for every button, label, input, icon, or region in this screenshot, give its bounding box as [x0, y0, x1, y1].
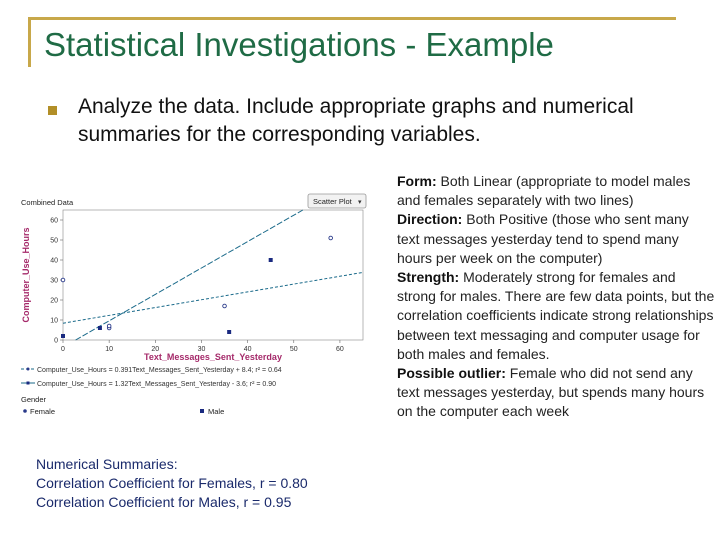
y-tick-label: 10 [50, 317, 58, 325]
legend-female-icon [23, 409, 27, 413]
outlier-paragraph [397, 364, 715, 422]
summaries-heading: Numerical Summaries: [36, 456, 178, 472]
female-correlation: Correlation Coefficient for Females, r = 0.80 [36, 475, 308, 491]
x-tick-label: 10 [105, 346, 114, 353]
point-male [227, 330, 231, 334]
y-tick-label: 40 [50, 257, 58, 265]
y-tick-label: 60 [50, 217, 58, 225]
legend-title: Gender [21, 395, 47, 404]
plot-area [63, 210, 363, 340]
plot-type-menu-label: Scatter Plot [313, 197, 352, 206]
y-axis-label: Computer_Use_Hours [21, 227, 31, 323]
y-tick-label: 30 [50, 277, 58, 285]
bullet-text: Analyze the data. Include appropriate graphs and numerical summaries for the corresponding variables. [78, 95, 634, 146]
form-text: Both Linear (appropriate to model males and females separately with two lines) [397, 173, 691, 209]
plot-type-menu[interactable] [308, 194, 366, 208]
point-female [329, 236, 333, 240]
analysis-text [397, 172, 715, 422]
point-female [61, 278, 65, 282]
frame-top-line [28, 17, 676, 20]
panel-title: Combined Data [21, 198, 74, 207]
strength-label: Strength: [397, 269, 460, 286]
point-male [269, 258, 273, 262]
direction-text: Both Positive (those who sent many text messages yesterday tend to spend many hours per week on the computer) [397, 211, 689, 266]
numerical-summaries [36, 455, 308, 512]
form-paragraph [397, 172, 715, 210]
direction-paragraph [397, 210, 715, 268]
x-tick-label: 50 [289, 346, 298, 353]
x-tick-label: 20 [151, 346, 160, 353]
frame-left-line [28, 17, 31, 67]
equation-male: Computer_Use_Hours = 1.32Text_Messages_Sent_Yesterday - 3.6; r² = 0.90 [37, 381, 277, 388]
y-tick-label: 20 [50, 297, 58, 305]
strength-text: Moderately strong for females and strong for males. There are few data points, but the correlation coefficients indicate strong relationships between text messaging and computer usage for both males and females. [397, 269, 715, 362]
x-tick-label: 0 [61, 346, 65, 353]
legend-circle-icon [27, 368, 30, 371]
x-axis-label: Text_Messages_Sent_Yesterday [144, 352, 282, 362]
legend-male-icon [200, 409, 204, 413]
legend-male-label: Male [208, 407, 225, 416]
legend-female-label: Female [30, 407, 56, 416]
point-female [223, 304, 227, 308]
scatter-plot-panel [15, 190, 375, 420]
form-label: Form: [397, 173, 437, 189]
point-female [107, 324, 111, 328]
scatter-plot [15, 190, 375, 420]
strength-paragraph [397, 268, 715, 364]
male-correlation: Correlation Coefficient for Males, r = 0.95 [36, 494, 292, 510]
point-male [61, 334, 65, 338]
y-tick-label: 0 [54, 337, 58, 345]
bullet-square-icon [48, 106, 57, 115]
point-male [98, 326, 102, 330]
equation-female: Computer_Use_Hours = 0.391Text_Messages_Sent_Yesterday + 8.4; r² = 0.64 [37, 367, 282, 374]
legend-square-icon [27, 382, 30, 385]
outlier-text: Female who did not send any text messages yesterday, but spends many hours on the computer each week [397, 365, 705, 420]
x-tick-label: 40 [243, 346, 252, 353]
outlier-label: Possible outlier: [397, 365, 506, 382]
slide-title: Statistical Investigations - Example [44, 26, 554, 63]
chevron-down-icon: ▾ [358, 199, 362, 206]
x-tick-label: 30 [197, 346, 206, 353]
direction-label: Direction: [397, 211, 463, 228]
y-tick-label: 50 [50, 237, 58, 245]
x-tick-label: 60 [336, 346, 344, 353]
